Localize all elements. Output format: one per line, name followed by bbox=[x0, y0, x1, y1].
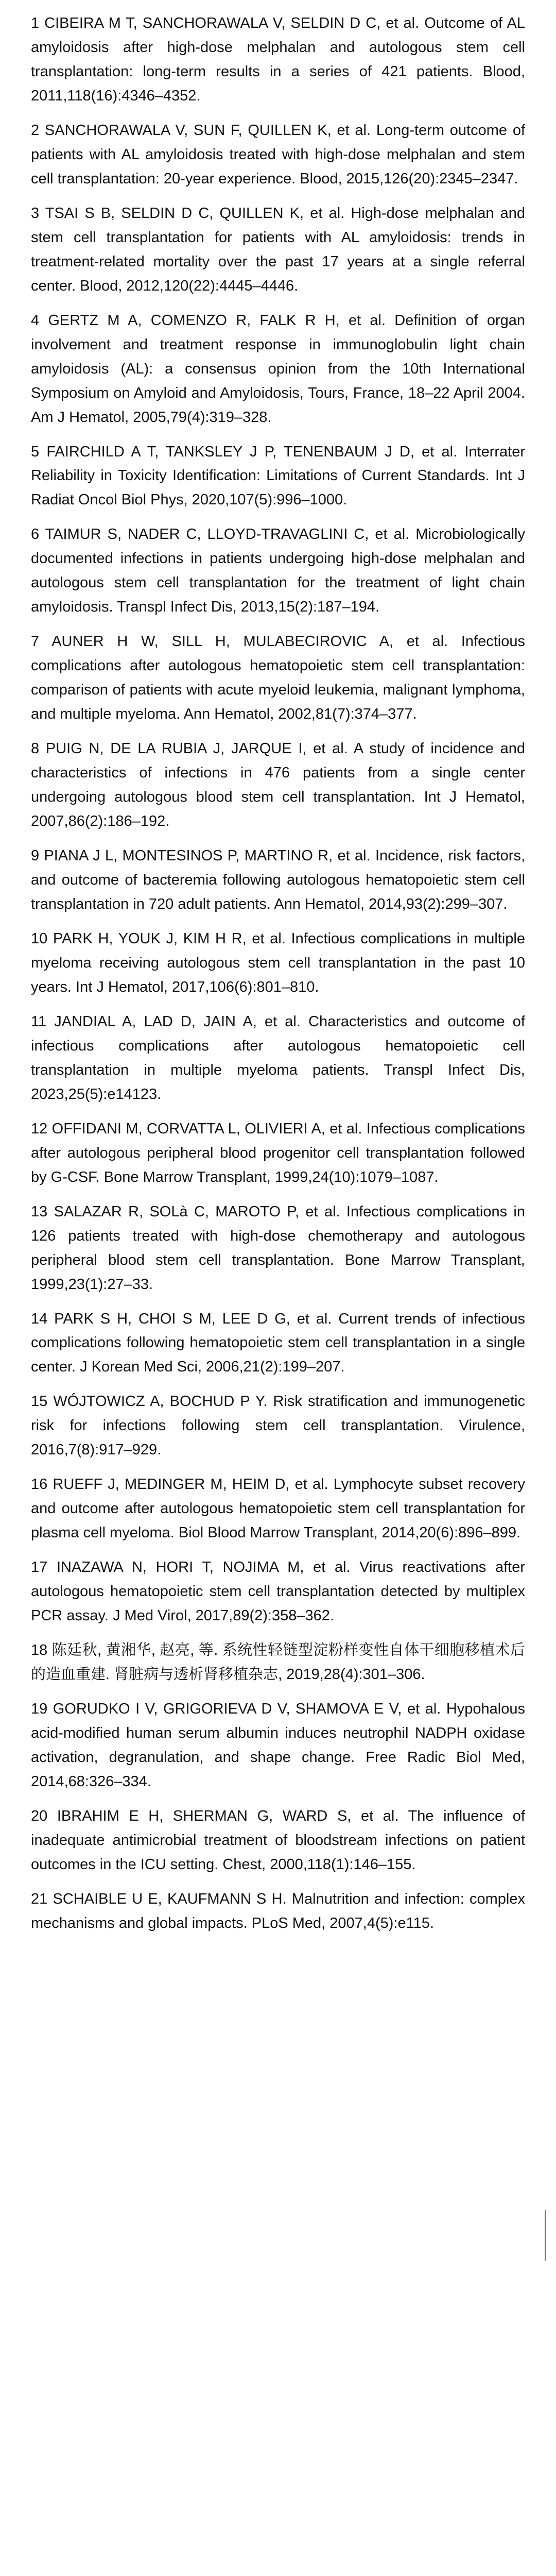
scrollbar-thumb[interactable] bbox=[545, 2210, 546, 2261]
reference-item-21: 21 SCHAIBLE U E, KAUFMANN S H. Malnutrition and infection: complex mechanisms and global impacts. PLoS Med, 2007,4(5):e115. bbox=[31, 1890, 525, 1931]
reference-item-13: 13 SALAZAR R, SOLà C, MAROTO P, et al. Infectious complications in 126 patients treated with high-dose chemotherapy and autologous peripheral blood stem cell transplantation. Bone Marrow Transplant, 1999,23(1):27–33. bbox=[31, 1203, 525, 1293]
reference-item-15: 15 WÓJTOWICZ A, BOCHUD P Y. Risk stratification and immunogenetic risk for infections following stem cell transplantation. Virulence, 2016,7(8):917–929. bbox=[31, 1393, 525, 1459]
reference-item-2: 2 SANCHORAWALA V, SUN F, QUILLEN K, et al. Long-term outcome of patients with AL amyloidosis treated with high-dose melphalan and stem cell transplantation: 20-year experience. Blood, 2015,126(20):2345–2347. bbox=[31, 122, 525, 187]
reference-item-20: 20 IBRAHIM E H, SHERMAN G, WARD S, et al. The influence of inadequate antimicrobial treatment of bloodstream infections on patient outcomes in the ICU setting. Chest, 2000,118(1):146–155. bbox=[31, 1807, 525, 1873]
reference-item-5: 5 FAIRCHILD A T, TANKSLEY J P, TENENBAUM J D, et al. Interrater Reliability in Toxicity Identification: Limitations of Current Standards. Int J Radiat Oncol Biol Phys, 2020,107(5):996–1000. bbox=[31, 443, 525, 509]
reference-item-11: 11 JANDIAL A, LAD D, JAIN A, et al. Characteristics and outcome of infectious complications after autologous hematopoietic cell transplantation in multiple myeloma patients. Transpl Infect Dis, 2023,25(5):e14123. bbox=[31, 1013, 525, 1103]
reference-item-8: 8 PUIG N, DE LA RUBIA J, JARQUE I, et al. A study of incidence and characteristics of infections in 476 patients from a single center undergoing autologous blood stem cell transplantation. Int J Hematol, 2007,86(2):186–192. bbox=[31, 740, 525, 830]
reference-item-9: 9 PIANA J L, MONTESINOS P, MARTINO R, et al. Incidence, risk factors, and outcome of bacteremia following autologous hematopoietic stem cell transplantation in 720 adult patients. Ann Hematol, 2014,93(2):299–307. bbox=[31, 848, 525, 912]
reference-item-14: 14 PARK S H, CHOI S M, LEE D G, et al. Current trends of infectious complications following hematopoietic stem cell transplantation in a single center. J Korean Med Sci, 2006,21(2):199–207. bbox=[31, 1310, 525, 1376]
reference-list bbox=[31, 11, 525, 1936]
reference-item-10: 10 PARK H, YOUK J, KIM H R, et al. Infectious complications in multiple myeloma receiving autologous stem cell transplantation in the past 10 years. Int J Hematol, 2017,106(6):801–810. bbox=[31, 930, 525, 995]
reference-item-6: 6 TAIMUR S, NADER C, LLOYD-TRAVAGLINI C, et al. Microbiologically documented infections in patients undergoing high-dose melphalan and autologous stem cell transplantation for the treatment of light chain amyloidosis. Transpl Infect Dis, 2013,15(2):187–194. bbox=[31, 526, 525, 616]
reference-item-18: 18 陈廷秋, 黄湘华, 赵亮, 等. 系统性轻链型淀粉样变性自体干细胞移植术后的造血重建. 肾脏病与透析肾移植杂志, 2019,28(4):301–306. bbox=[31, 1642, 525, 1683]
reference-item-3: 3 TSAI S B, SELDIN D C, QUILLEN K, et al. High-dose melphalan and stem cell transplantation for patients with AL amyloidosis: trends in treatment-related mortality over the past 17 years at a single referral center. Blood, 2012,120(22):4445–4446. bbox=[31, 205, 525, 294]
reference-item-7: 7 AUNER H W, SILL H, MULABECIROVIC A, et al. Infectious complications after autologous hematopoietic stem cell transplantation: comparison of patients with acute myeloid leukemia, malignant lymphoma, and multiple myeloma. Ann Hematol, 2002,81(7):374–377. bbox=[31, 633, 525, 723]
reference-item-17: 17 INAZAWA N, HORI T, NOJIMA M, et al. Virus reactivations after autologous hematopoietic stem cell transplantation detected by multiplex PCR assay. J Med Virol, 2017,89(2):358–362. bbox=[31, 1559, 525, 1624]
reference-item-1: 1 CIBEIRA M T, SANCHORAWALA V, SELDIN D C, et al. Outcome of AL amyloidosis after high-dose melphalan and autologous stem cell transplantation: long-term results in a series of 421 patients. Blood, 2011,118(16):4346–4352. bbox=[31, 15, 525, 104]
reference-item-16: 16 RUEFF J, MEDINGER M, HEIM D, et al. Lymphocyte subset recovery and outcome after autologous hematopoietic stem cell transplantation for plasma cell myeloma. Biol Blood Marrow Transplant, 2014,20(6):896–899. bbox=[31, 1476, 525, 1541]
reference-item-19: 19 GORUDKO I V, GRIGORIEVA D V, SHAMOVA E V, et al. Hypohalous acid-modified human serum albumin induces neutrophil NADPH oxidase activation, degranulation, and shape change. Free Radic Biol Med, 2014,68:326–334. bbox=[31, 1701, 525, 1790]
reference-item-4: 4 GERTZ M A, COMENZO R, FALK R H, et al. Definition of organ involvement and treatment response in immunoglobulin light chain amyloidosis (AL): a consensus opinion from the 10th International Symposium on Amyloid and Amyloidosis, Tours, France, 18–22 April 2004. Am J Hematol, 2005,79(4):319–328. bbox=[31, 312, 525, 426]
reference-item-12: 12 OFFIDANI M, CORVATTA L, OLIVIERI A, et al. Infectious complications after autologous peripheral blood progenitor cell transplantation followed by G-CSF. Bone Marrow Transplant, 1999,24(10):1079–1087. bbox=[31, 1120, 525, 1185]
